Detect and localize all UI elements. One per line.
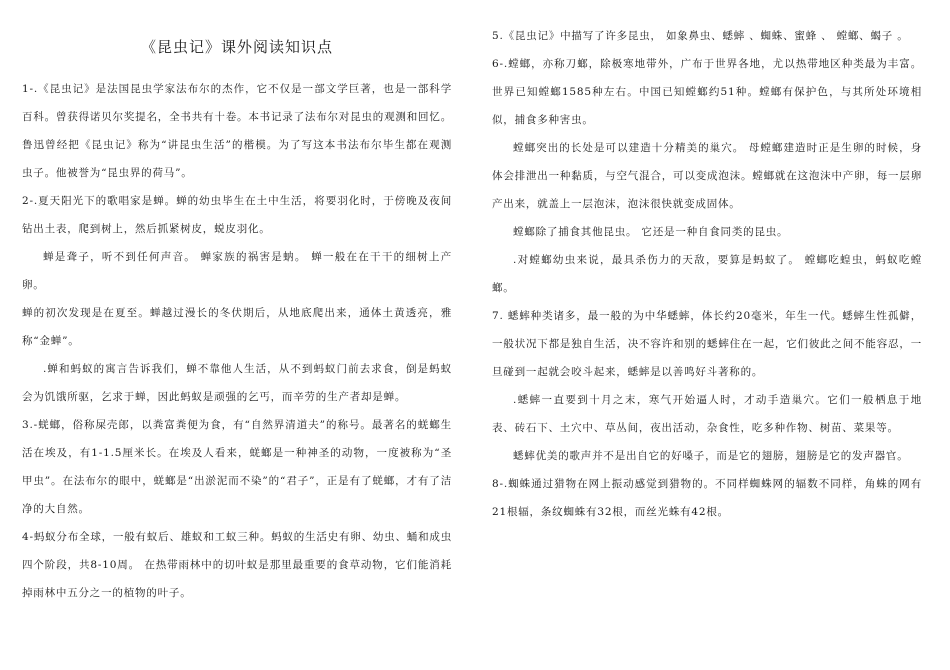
paragraph: 4-蚂蚁分布全球，一般有蚁后、雄蚁和工蚁三种。蚂蚁的生活史有卵、幼虫、蛹和成虫四个阶段，共8-10周。 在热带雨林中的切叶蚁是那里最重要的食草动物，它们能消耗掉雨林中五分之一的植物的叶子。: [22, 531, 452, 599]
paragraph: 5.《昆虫记》中描写了许多昆虫， 如象鼻虫、蟋蟀 、蜘蛛、蜜蜂 、 螳螂、蝎子 。: [492, 30, 909, 42]
left-column: [22, 0, 452, 607]
paragraph: 螳螂突出的长处是可以建造十分精美的巢穴。 母螳螂建造时正是生卵的时候，身体会排泄出一种黏质，与空气混合，可以变成泡沫。螳螂就在这泡沫中产卵，每一层卵产出来，就盖上一层泡沫，泡沫很快就变成固体。: [492, 142, 922, 210]
paragraph: 蝉的初次发现是在夏至。蝉越过漫长的冬伏期后，从地底爬出来，通体土黄透亮，雅称“金蝉”。: [22, 307, 452, 347]
document-title: 《昆虫记》课外阅读知识点: [140, 38, 333, 56]
paragraph: 蝉是聋子，听不到任何声音。 蝉家族的祸害是蚋。 蝉一般在在干干的细树上产卵。: [22, 251, 452, 291]
paragraph: 1-.《昆虫记》是法国昆虫学家法布尔的杰作，它不仅是一部文学巨著，也是一部科学百科。曾获得诺贝尔奖提名，全书共有十卷。本书记录了法布尔对昆虫的观测和回忆。鲁迅曾经把《昆虫记》称为“讲昆虫生活”的楷模。为了写这本书法布尔毕生都在观测虫子。他被誉为“昆虫界的荷马”。: [22, 83, 452, 179]
paragraph: 6-.螳螂，亦称刀螂，除极寒地带外，广布于世界各地，尤以热带地区种类最为丰富。世界已知螳螂1585种左右。中国已知螳螂约51种。螳螂有保护色，与其所处环境相似，捕食多种害虫。: [492, 58, 922, 126]
paragraph: 7. 蟋蟀种类诸多，最一般的为中华蟋蟀，体长约20毫米，年生一代。蟋蟀生性孤僻，一般状况下都是独自生活，决不容许和别的蟋蟀住在一起，它们彼此之间不能容忍，一旦碰到一起就会咬斗起来，蟋蟀是以善鸣好斗著称的。: [492, 310, 922, 378]
paragraph: .对螳螂幼虫来说，最具杀伤力的天敌，要算是蚂蚁了。 螳螂吃蝗虫，蚂蚁吃螳螂。: [492, 254, 922, 294]
paragraph: 2-.夏天阳光下的歌唱家是蝉。蝉的幼虫毕生在土中生活，将要羽化时，于傍晚及夜间钻出土表，爬到树上，然后抓紧树皮，蜕皮羽化。: [22, 195, 452, 235]
paragraph: 螳螂除了捕食其他昆虫。 它还是一种自食同类的昆虫。: [513, 226, 789, 238]
paragraph: 8-.蜘蛛通过猎物在网上振动感觉到猎物的。不同样蜘蛛网的辐数不同样，角蛛的网有21根辐，条纹蜘蛛有32根，而丝光蛛有42根。: [492, 478, 922, 518]
paragraph: 蟋蟀优美的歌声并不是出自它的好嗓子，而是它的翅膀，翅膀是它的发声器官。: [513, 450, 909, 462]
paragraph: .蝉和蚂蚁的寓言告诉我们，蝉不靠他人生活，从不到蚂蚁门前去求食，倒是蚂蚁会为饥饿所驱，乞求于蝉，因此蚂蚁是顽强的乞丐，而辛劳的生产者却是蝉。: [22, 363, 452, 403]
right-column: [492, 0, 922, 526]
paragraph: .蟋蟀一直要到十月之末，寒气开始逼人时，才动手造巢穴。它们一般栖息于地表、砖石下、土穴中、草丛间，夜出活动，杂食性，吃多种作物、树苗、菜果等。: [492, 394, 922, 434]
paragraph: 3.-蜣螂，俗称屎壳郎，以粪富粪便为食，有“自然界清道夫”的称号。最著名的蜣螂生活在埃及，有1-1.5厘米长。在埃及人看来，蜣螂是一种神圣的动物，一度被称为“圣甲虫”。在法布尔的眼中，蜣螂是“出淤泥而不染”的“君子”，正是有了蜣螂，才有了洁净的大自然。: [22, 419, 452, 515]
